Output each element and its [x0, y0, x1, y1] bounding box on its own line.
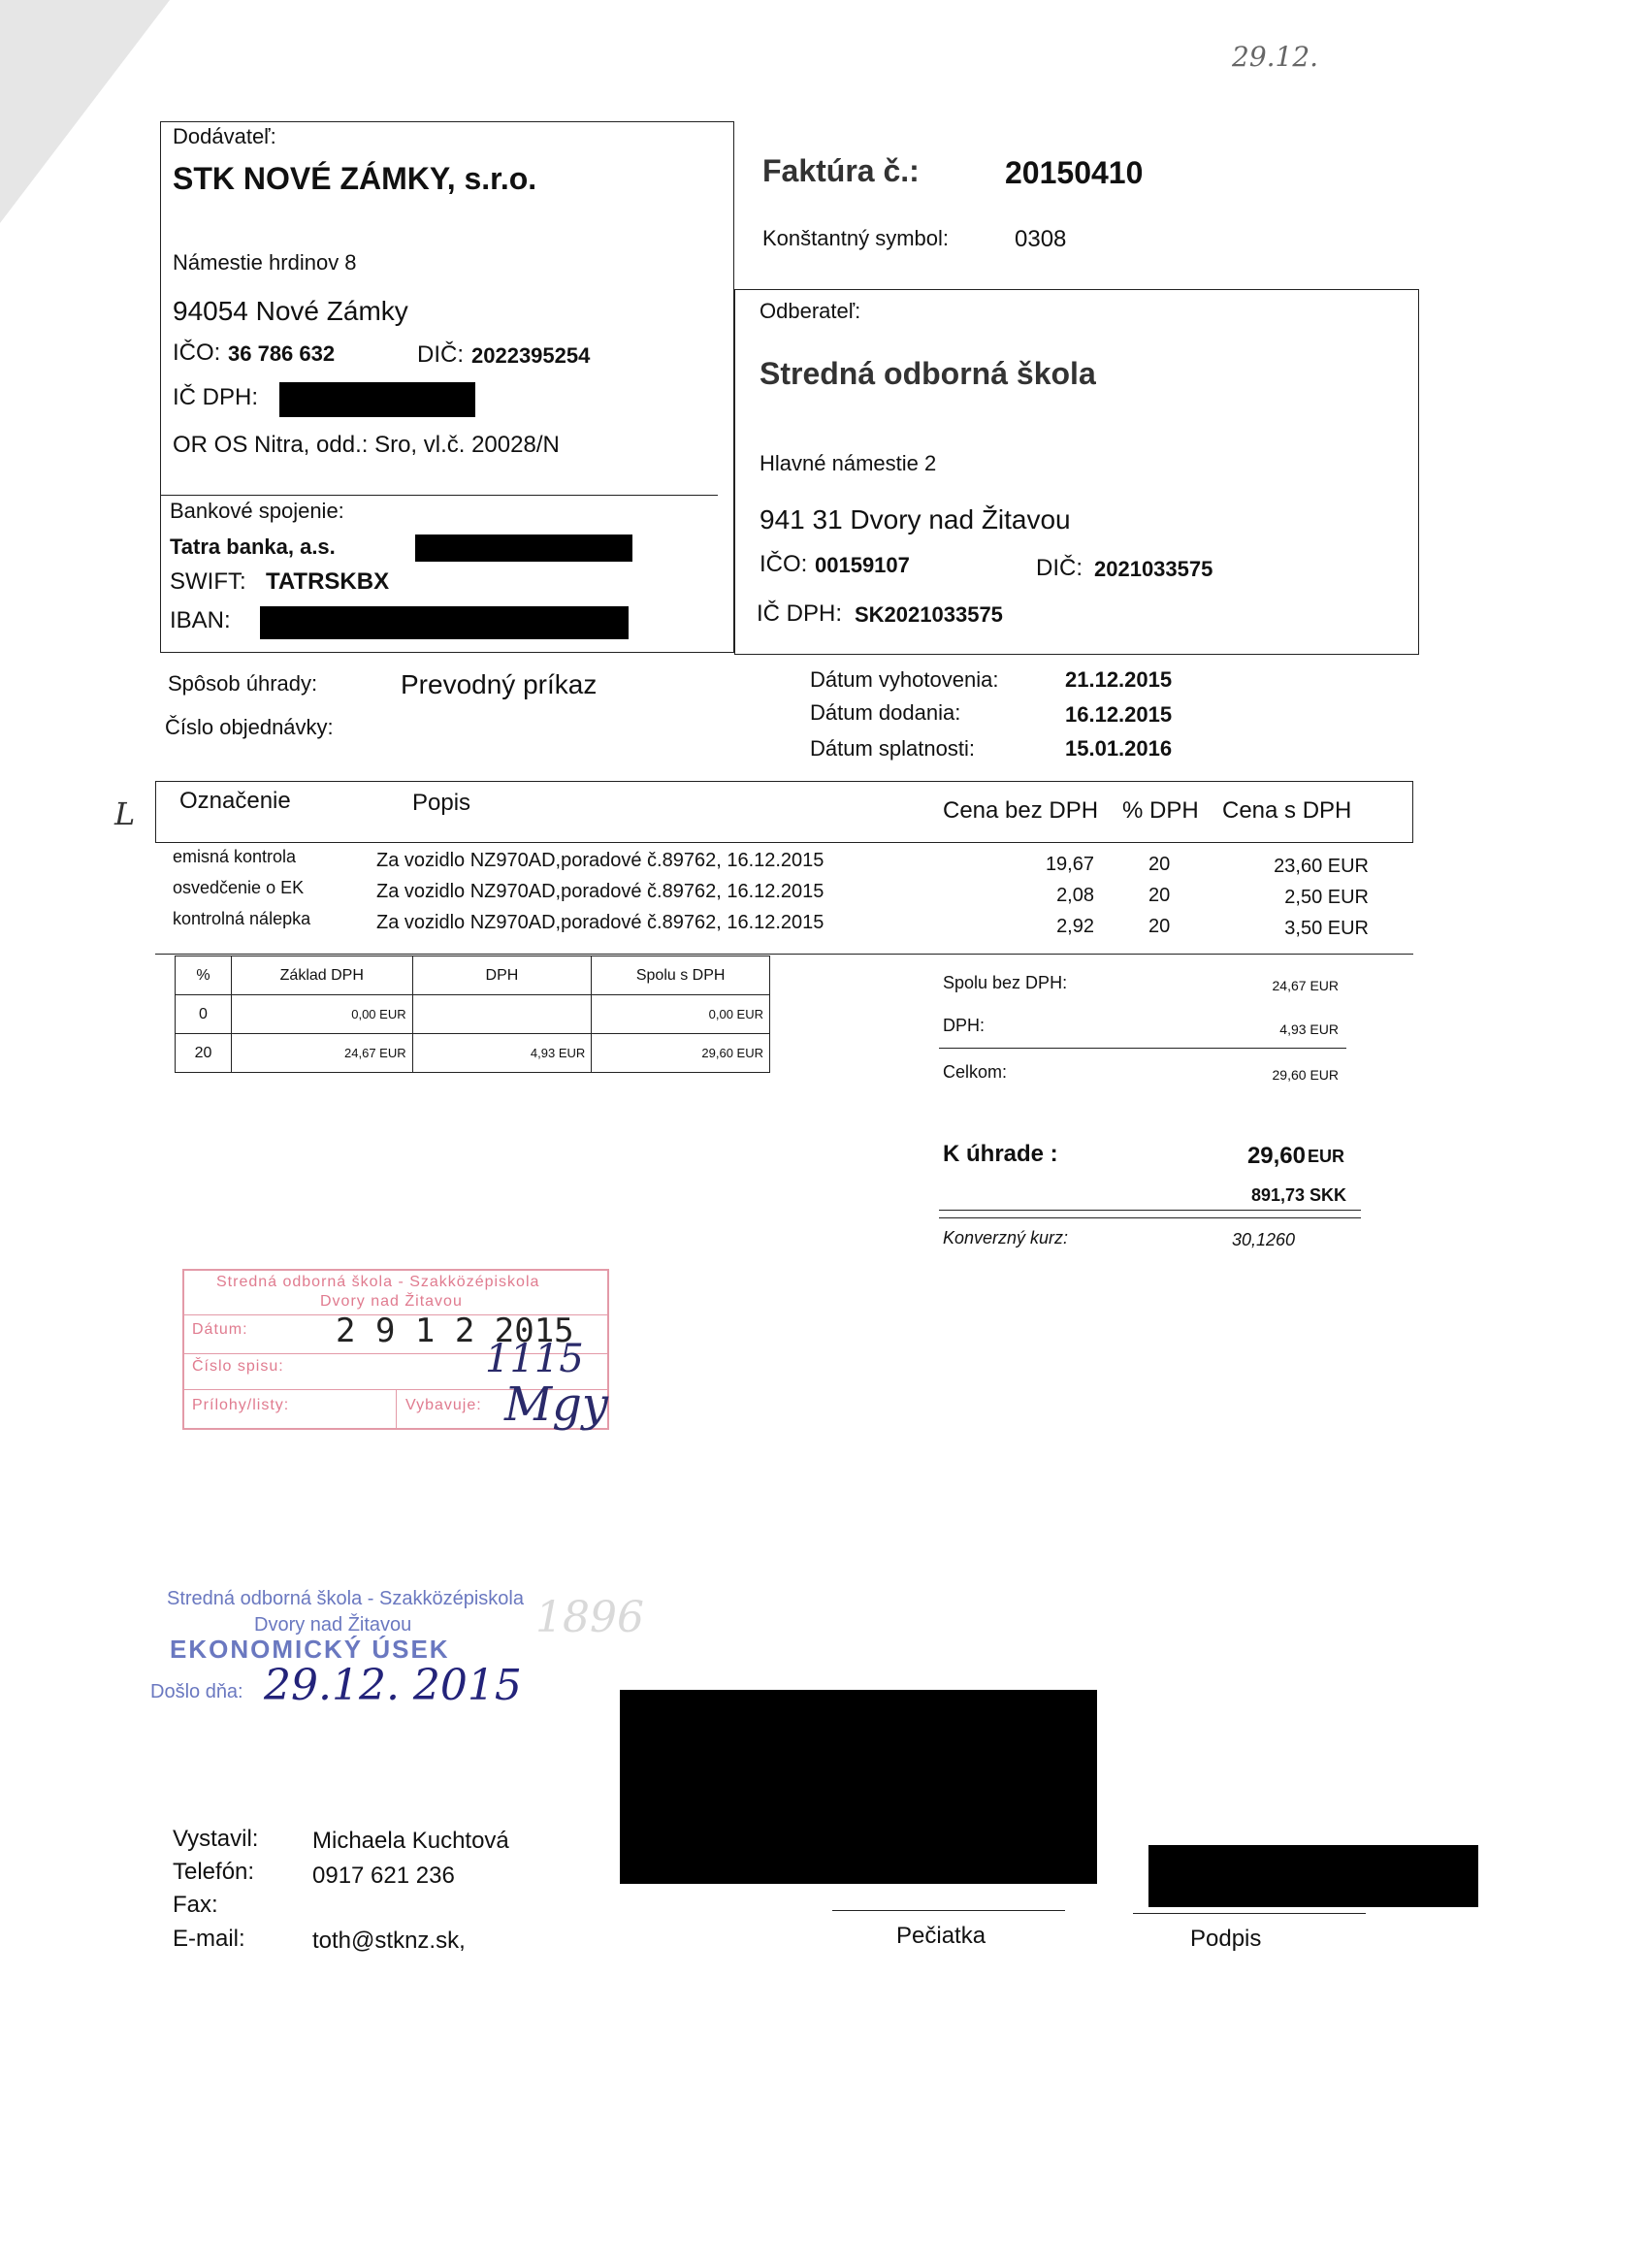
due-line-2 — [939, 1217, 1361, 1218]
supplier-register: OR OS Nitra, odd.: Sro, vl.č. 20028/N — [173, 432, 560, 458]
item-desc: Za vozidlo NZ970AD,poradové č.89762, 16.12.2015 — [376, 881, 824, 902]
item-gross: 3,50 EUR — [1284, 918, 1369, 939]
bank-name: Tatra banka, a.s. — [170, 535, 336, 559]
date-due-label: Dátum splatnosti: — [810, 736, 975, 761]
registry-attach-label: Prílohy/listy: — [192, 1397, 290, 1413]
col-vat: % DPH — [1122, 797, 1199, 824]
date-delivered-label: Dátum dodania: — [810, 700, 961, 725]
vat-base: 24,67 EUR — [231, 1034, 412, 1073]
amount-due-currency: EUR — [1308, 1147, 1345, 1166]
fax-label: Fax: — [173, 1892, 218, 1918]
customer-heading: Odberateľ: — [760, 299, 861, 323]
totals-divider — [939, 1048, 1346, 1049]
item-desc: Za vozidlo NZ970AD,poradové č.89762, 16.12.2015 — [376, 850, 824, 871]
registry-file-label: Číslo spisu: — [192, 1358, 284, 1375]
ks-label: Konštantný symbol: — [762, 226, 949, 250]
vat-total: 0,00 EUR — [592, 995, 770, 1034]
margin-mark: L — [114, 795, 136, 832]
item-code: osvedčenie o EK — [173, 878, 305, 897]
item-code: kontrolná nálepka — [173, 909, 311, 928]
due-line-1 — [939, 1210, 1361, 1211]
redaction-signature — [1148, 1845, 1478, 1907]
item-net: 2,08 — [1056, 885, 1094, 906]
item-desc: Za vozidlo NZ970AD,poradové č.89762, 16.12.2015 — [376, 912, 824, 933]
phone-label: Telefón: — [173, 1859, 255, 1885]
vat-breakdown-table — [175, 956, 770, 1073]
customer-icdph-label: IČ DPH: — [757, 600, 843, 627]
vat-total: 29,60 EUR — [592, 1034, 770, 1073]
customer-street: Hlavné námestie 2 — [760, 451, 937, 475]
econ-stamp-line1: Stredná odborná škola - Szakközépiskola — [167, 1588, 524, 1609]
vat-th-total: Spolu s DPH — [592, 956, 770, 995]
amount-due-label: K úhrade : — [943, 1141, 1058, 1167]
invoice-label: Faktúra č.: — [762, 153, 920, 188]
item-vat: 20 — [1148, 854, 1171, 875]
col-gross: Cena s DPH — [1222, 797, 1352, 824]
total-vat: 4,93 EUR — [1279, 1021, 1339, 1037]
item-gross: 2,50 EUR — [1284, 887, 1369, 908]
total-net: 24,67 EUR — [1272, 978, 1339, 993]
vat-th-base: Základ DPH — [231, 956, 412, 995]
date-delivered: 16.12.2015 — [1065, 702, 1173, 727]
registry-handler-label: Vybavuje: — [405, 1397, 482, 1413]
table-row — [176, 1034, 770, 1073]
supplier-icdph-label: IČ DPH: — [173, 384, 259, 410]
customer-icdph: SK2021033575 — [855, 602, 1003, 627]
registry-stamp-title: Stredná odborná škola - Szakközépiskola — [216, 1274, 540, 1290]
supplier-city: 94054 Nové Zámky — [173, 296, 408, 326]
supplier-name: STK NOVÉ ZÁMKY, s.r.o. — [173, 161, 537, 196]
redaction-account — [415, 535, 632, 562]
vat-amount — [412, 995, 592, 1034]
vat-table-header — [176, 956, 770, 995]
order-number-label: Číslo objednávky: — [165, 715, 334, 739]
supplier-ico: 36 786 632 — [228, 341, 336, 366]
item-vat: 20 — [1148, 916, 1171, 937]
registry-date: 2 9 1 2 2015 — [336, 1312, 574, 1350]
registry-stamp-divider — [396, 1389, 397, 1430]
payment-method: Prevodný príkaz — [401, 669, 598, 699]
total-net-label: Spolu bez DPH: — [943, 973, 1068, 992]
handler-signature: Mgy — [504, 1377, 608, 1432]
swift-code: TATRSKBX — [266, 568, 390, 595]
customer-name: Stredná odborná škola — [760, 356, 1096, 391]
vat-amount: 4,93 EUR — [412, 1034, 592, 1073]
date-issued: 21.12.2015 — [1065, 667, 1173, 692]
vat-rate: 20 — [176, 1034, 232, 1073]
signature-line — [1133, 1913, 1366, 1914]
total-label: Celkom: — [943, 1062, 1008, 1082]
supplier-divider — [160, 495, 718, 496]
supplier-street: Námestie hrdinov 8 — [173, 250, 357, 275]
email-label: E-mail: — [173, 1926, 245, 1952]
stamp-line — [832, 1910, 1065, 1911]
payment-method-label: Spôsob úhrady: — [168, 671, 318, 696]
rate-label: Konverzný kurz: — [943, 1228, 1069, 1247]
folded-corner — [0, 0, 170, 223]
date-due: 15.01.2016 — [1065, 736, 1173, 761]
date-issued-label: Dátum vyhotovenia: — [810, 667, 999, 692]
supplier-dic: 2022395254 — [471, 343, 591, 368]
amount-due: 29,60 — [1246, 1143, 1306, 1169]
email: toth@stknz.sk, — [312, 1928, 466, 1954]
issued-by-label: Vystavil: — [173, 1826, 259, 1852]
signature-label: Podpis — [1190, 1926, 1262, 1952]
registry-file-no: 1115 — [485, 1337, 584, 1381]
registry-stamp-place: Dvory nad Žitavou — [320, 1293, 463, 1310]
amount-skk: 891,73 SKK — [1250, 1185, 1346, 1205]
ks-value: 0308 — [1015, 226, 1067, 252]
total-amount: 29,60 EUR — [1272, 1067, 1339, 1083]
col-desc: Popis — [412, 790, 471, 816]
stamp-label: Pečiatka — [896, 1923, 986, 1949]
vat-base: 0,00 EUR — [231, 995, 412, 1034]
redaction-iban — [260, 606, 629, 639]
phone: 0917 621 236 — [312, 1863, 455, 1889]
customer-dic-label: DIČ: — [1036, 555, 1083, 581]
invoice-number: 20150410 — [1005, 155, 1144, 190]
table-row — [176, 995, 770, 1034]
bank-heading: Bankové spojenie: — [170, 499, 344, 523]
handwritten-note: 29.12. — [1232, 41, 1319, 73]
econ-stamp-line2: Dvory nad Žitavou — [254, 1614, 412, 1636]
vat-rate: 0 — [176, 995, 232, 1034]
vat-th-vat: DPH — [412, 956, 592, 995]
econ-received-date: 29.12. 2015 — [264, 1661, 522, 1710]
total-vat-label: DPH: — [943, 1016, 986, 1035]
rate-value: 30,1260 — [1232, 1230, 1296, 1249]
econ-received-label: Došlo dňa: — [150, 1681, 243, 1702]
customer-ico-label: IČO: — [760, 551, 808, 577]
econ-side-number: 1896 — [535, 1593, 644, 1642]
item-net: 19,67 — [1045, 854, 1094, 875]
vat-th-rate: % — [176, 956, 232, 995]
col-net: Cena bez DPH — [943, 797, 1099, 824]
col-code: Označenie — [179, 788, 291, 814]
customer-city: 941 31 Dvory nad Žitavou — [760, 504, 1071, 535]
item-gross: 23,60 EUR — [1274, 856, 1369, 877]
items-bottom-line — [155, 954, 1413, 955]
issued-by: Michaela Kuchtová — [312, 1828, 509, 1854]
iban-label: IBAN: — [170, 607, 231, 633]
customer-dic: 2021033575 — [1094, 557, 1213, 581]
customer-ico: 00159107 — [815, 553, 910, 577]
registry-date-label: Dátum: — [192, 1321, 248, 1338]
item-vat: 20 — [1148, 885, 1171, 906]
redaction-stamp — [620, 1690, 1097, 1884]
econ-stamp-line3: EKONOMICKÝ ÚSEK — [170, 1635, 450, 1664]
item-code: emisná kontrola — [173, 847, 297, 866]
item-net: 2,92 — [1056, 916, 1094, 937]
supplier-heading: Dodávateľ: — [173, 124, 276, 148]
supplier-ico-label: IČO: — [173, 340, 221, 366]
swift-label: SWIFT: — [170, 568, 246, 595]
redaction-icdph — [279, 382, 475, 417]
supplier-dic-label: DIČ: — [417, 341, 464, 368]
